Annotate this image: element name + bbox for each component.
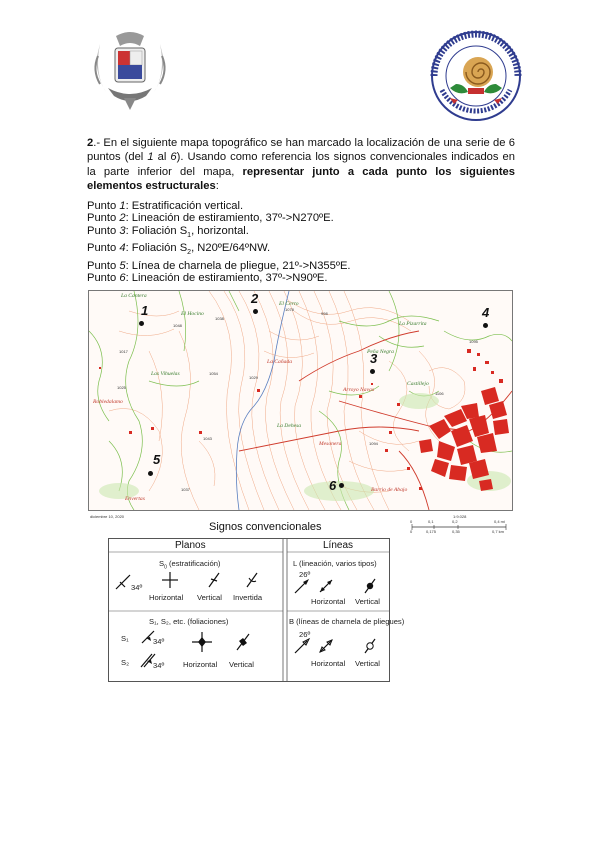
topographic-map: [88, 290, 513, 511]
foliation-label-vertical: Vertical: [229, 660, 254, 669]
place-name: La Cantera: [121, 293, 147, 299]
legend-box: [108, 538, 405, 682]
hinge-label-vertical: Vertical: [355, 659, 380, 668]
lineation-label-horizontal: Horizontal: [311, 597, 346, 606]
bedding-label-vertical: Vertical: [197, 593, 222, 602]
place-name: Las Vihuelas: [151, 371, 180, 377]
scale-tick-label: 0,2: [452, 519, 458, 524]
point-item: Punto 6: Lineación de estiramiento, 37º->N90ºE.: [87, 271, 328, 284]
bedding-dip-symbol: [113, 573, 133, 591]
statement-point-1: 1: [147, 151, 154, 164]
bedding-overturned-symbol: [243, 571, 261, 589]
point-item: Punto 1: Estratificación vertical.: [87, 200, 244, 212]
foliation-horizontal-symbol: [191, 631, 213, 653]
point-3-marker: [370, 369, 375, 374]
statement-text-c: ). Usando como referencia los signos convencionales indicados en la parte inferior del mapa,: [87, 151, 515, 178]
lineation-horizontal-symbol: [317, 577, 335, 595]
hinge-plunge-symbol: [293, 637, 311, 655]
legend-planos-heading: Planos: [175, 540, 206, 551]
bedding-label-overturned: Invertida: [233, 593, 263, 602]
lineation-plunge-symbol: [293, 577, 311, 595]
place-name: Arroyo Navas: [343, 387, 375, 393]
legend-title: Signos convencionales: [209, 521, 322, 533]
point-6-marker: [339, 483, 344, 488]
elevation-label: 1054: [209, 371, 218, 376]
map-scale-bar: [410, 521, 510, 535]
place-name: El Hocino: [181, 311, 204, 317]
foliation-s2-dip-value: 34º: [153, 661, 165, 670]
foliation-label-horizontal: Horizontal: [183, 660, 218, 669]
statement-point-6: 6: [170, 151, 177, 164]
elevation-label: 998: [321, 311, 328, 316]
foliation-s2-label: S₂: [121, 658, 130, 667]
elevation-label: 1106: [435, 391, 444, 396]
point-item: Punto 4: Foliación $S_2$, N20ºE/64ºNW.: [87, 242, 271, 257]
place-name: La Pizarrita: [399, 321, 427, 327]
scale-tick-label: 0,7 km: [492, 529, 505, 534]
scale-tick-label: 0,4 mi: [494, 519, 505, 524]
place-name: La Dehesa: [277, 423, 302, 429]
place-name: La Cañada: [267, 359, 293, 365]
place-name: Envertas: [125, 496, 145, 502]
exercise-number: 2: [87, 137, 94, 149]
elevation-label: 1078: [285, 307, 294, 312]
point-2-label: 2: [251, 291, 259, 306]
lineation-vertical-symbol: [361, 577, 379, 595]
bedding-vertical-symbol: [205, 571, 223, 589]
hinge-horizontal-symbol: [317, 637, 335, 655]
point-5-marker: [148, 471, 153, 476]
elevation-label: 1094: [369, 441, 378, 446]
point-3-label: 3: [370, 351, 378, 366]
statement-instruction: representar junto a cada punto los siguientes elementos estructurales: [87, 165, 515, 193]
place-name: Castillejo: [407, 381, 429, 387]
elevation-label: 1048: [173, 323, 182, 328]
lineation-plunge-value: 26º: [299, 570, 311, 579]
university-crest-logo: [86, 30, 174, 116]
legend-lineas-heading: Líneas: [323, 540, 354, 551]
scale-tick-label: 0: [410, 529, 413, 534]
map-terrain: [89, 291, 512, 510]
point-2-marker: [253, 309, 258, 314]
hinge-vertical-symbol: [361, 637, 379, 655]
place-name: Barrio de Abajo: [371, 487, 408, 493]
point-6-label: 6: [329, 478, 337, 493]
point-4-marker: [483, 323, 488, 328]
place-name: Peña Negra: [367, 349, 394, 355]
statement-text-a: .- En el siguiente mapa topográfico se han marcado la localización de una serie de 6 puntos (del: [87, 137, 515, 164]
foliation-vertical-symbol: [233, 632, 253, 652]
statement-text-d: :: [215, 180, 219, 193]
hinge-label-horizontal: Horizontal: [311, 659, 346, 668]
elevation-label: 1017: [119, 349, 128, 354]
scale-tick-label: 0,175: [426, 529, 437, 534]
legend-lineation-title: L (lineación, varios tipos): [293, 559, 377, 568]
point-item: Punto 3: Foliación $S_1$, horizontal.: [87, 224, 249, 239]
point-5-label: 5: [153, 452, 161, 467]
point-item: Punto 2: Lineación de estiramiento, 37º->N270ºE.: [87, 212, 334, 225]
legend-s0-title: $S_0$ (estratificación): [159, 559, 221, 571]
point-4-label: 4: [482, 305, 490, 320]
bedding-horizontal-symbol: [161, 571, 179, 589]
point-1-label: 1: [141, 303, 149, 318]
point-item: Punto 5: Línea de charnela de pliegue, 21º->N355ºE.: [87, 259, 351, 272]
foliation-s1-label: S₁: [121, 634, 129, 643]
scale-tick-label: 0,1: [428, 519, 434, 524]
scale-tick-label: 0,35: [452, 529, 460, 534]
lineation-label-vertical: Vertical: [355, 597, 380, 606]
elevation-label: 1038: [215, 316, 224, 321]
map-date-caption: diciembre 10, 2020: [90, 514, 125, 519]
scale-tick-label: 0: [410, 519, 413, 524]
exercise-statement: [87, 136, 515, 194]
bedding-dip-value: 34º: [131, 583, 143, 592]
place-name: Robledalamo: [93, 399, 123, 405]
foliation-s1-dip-value: 34º: [153, 637, 165, 646]
place-name: El Cerro: [279, 301, 299, 307]
faculty-geology-seal-logo: [428, 28, 524, 124]
hinge-plunge-value: 26º: [299, 630, 311, 639]
elevation-label: 1029: [249, 375, 258, 380]
elevation-label: 1037: [181, 487, 190, 492]
bedding-label-horizontal: Horizontal: [149, 593, 184, 602]
place-name: Mesonera: [319, 441, 342, 447]
legend-foliation-title: S₁, S₂, etc. (foliaciones): [149, 617, 229, 626]
point-1-marker: [139, 321, 144, 326]
statement-text-b: al: [153, 151, 171, 164]
map-scale-ratio: 1:9.028: [453, 514, 467, 519]
elevation-label: 1043: [203, 436, 212, 441]
elevation-label: 1025: [117, 385, 126, 390]
point-list: [87, 200, 351, 284]
elevation-label: 1095: [469, 339, 478, 344]
legend-hinge-title: B (líneas de charnela de pliegues): [289, 617, 405, 626]
